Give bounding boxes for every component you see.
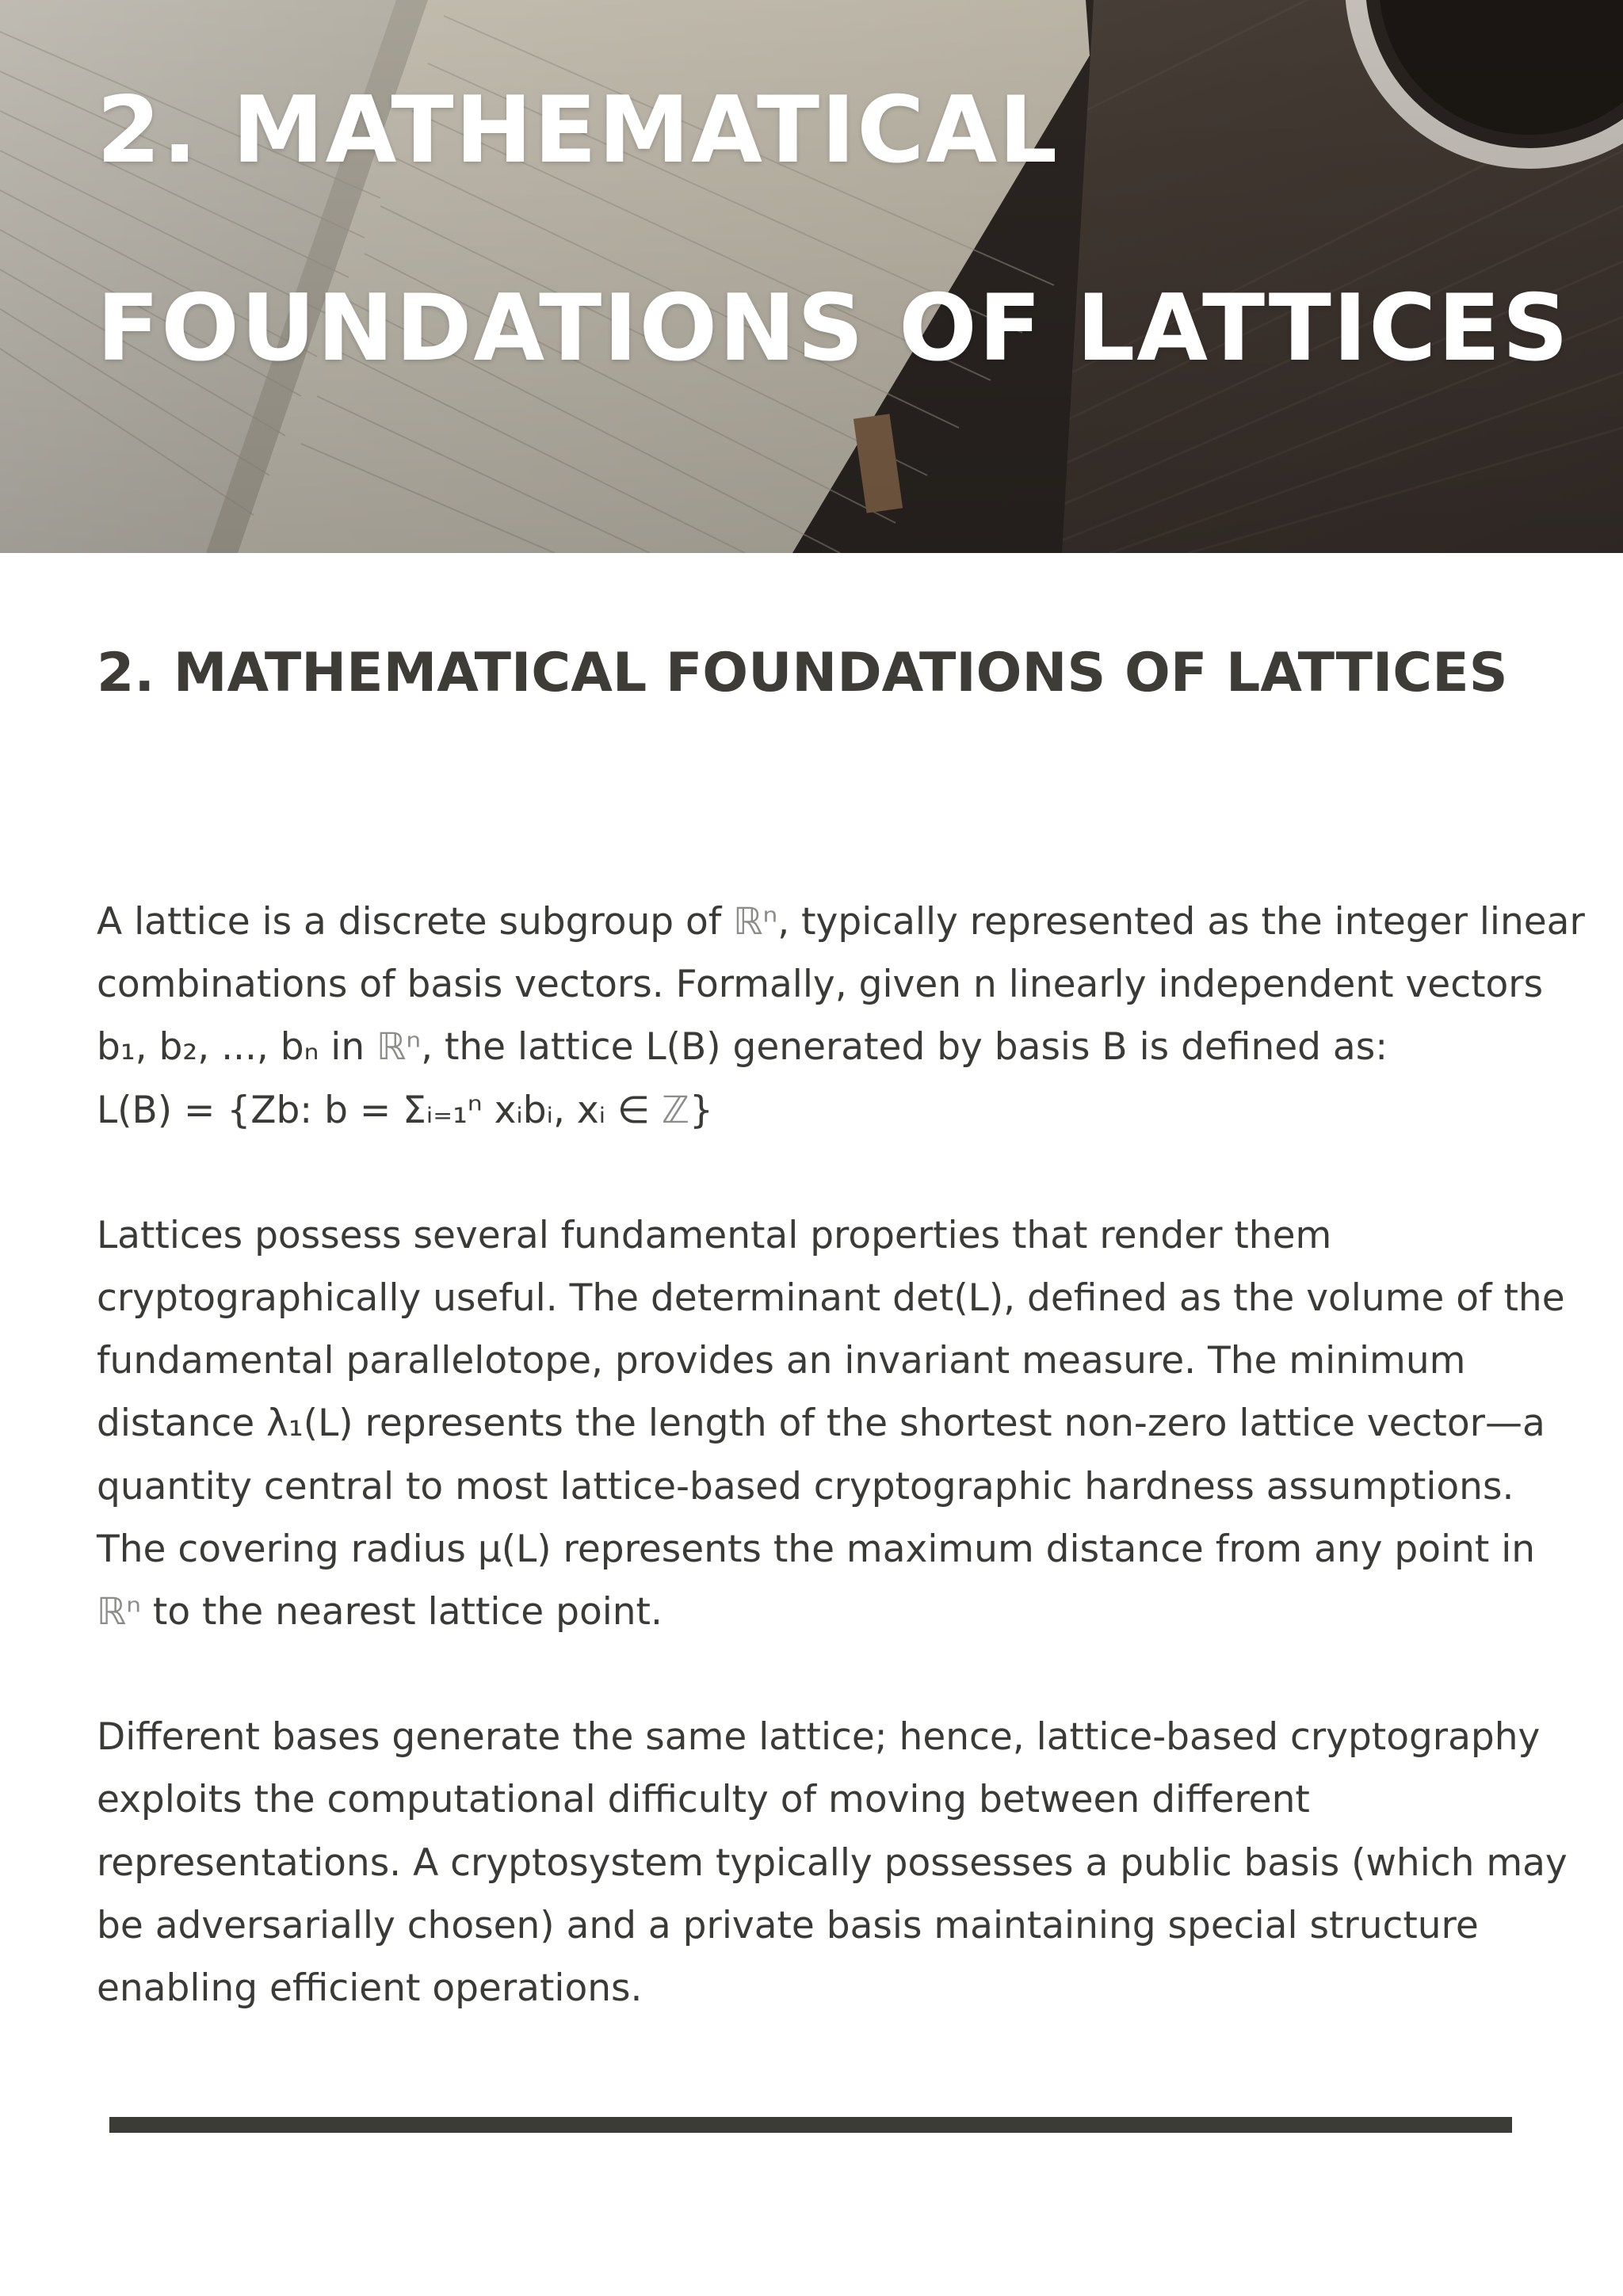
text-line: be adversarially chosen) and a private basis maintaining special structure [97,1903,1479,1947]
lattice-formula: L(B) = {Zb: b = Σᵢ₌₁ⁿ xᵢbᵢ, xᵢ ∈ ℤ} [97,1088,713,1132]
hero-title [97,32,1587,428]
text-line: enabling efficient operations. [97,1966,643,2011]
paragraph-bases [97,1706,1568,2019]
text-line: Different bases generate the same lattice; hence, lattice-based cryptography [97,1715,1541,1760]
section-heading: 2. MATHEMATICAL FOUNDATIONS OF LATTICES [97,642,1508,704]
hero-title-line-2: FOUNDATIONS OF LATTICES [97,275,1571,382]
text-line: distance λ₁(L) represents the length of the shortest non-zero lattice vector—a [97,1402,1545,1446]
text-line: cryptographically useful. The determinant det(L), defined as the volume of the [97,1276,1565,1321]
text-line: fundamental parallelotope, provides an invariant measure. The minimum [97,1339,1466,1383]
text-line: ℝⁿ to the nearest lattice point. [97,1590,663,1634]
text-line: combinations of basis vectors. Formally, given n linearly independent vectors [97,963,1544,1007]
text-line: The covering radius μ(L) represents the maximum distance from any point in [97,1527,1536,1571]
real-space-symbol: ℝⁿ [376,1025,422,1070]
real-space-symbol: ℝⁿ [97,1590,141,1634]
body-content [97,891,1585,2082]
real-space-symbol: ℝⁿ [733,900,778,944]
bottom-divider [109,2117,1512,2133]
paragraph-lattice-properties [97,1204,1565,1643]
hero-title-line-1: 2. MATHEMATICAL [97,77,1060,184]
text-line: quantity central to most lattice-based cryptographic hardness assumptions. [97,1464,1514,1508]
integer-set-symbol: ℤ [661,1088,689,1132]
text-line: Lattices possess several fundamental properties that render them [97,1213,1332,1257]
text-line: A lattice is a discrete subgroup of ℝⁿ, typically represented as the integer linear [97,900,1585,944]
text-line: exploits the computational difficulty of moving between different [97,1778,1310,1822]
text-line: b₁, b₂, ..., bₙ in ℝⁿ, the lattice L(B) generated by basis B is defined as: [97,1025,1388,1070]
text-line: representations. A cryptosystem typically possesses a public basis (which may [97,1840,1568,1885]
hero-banner [0,0,1623,553]
paragraph-lattice-definition [97,891,1585,1142]
